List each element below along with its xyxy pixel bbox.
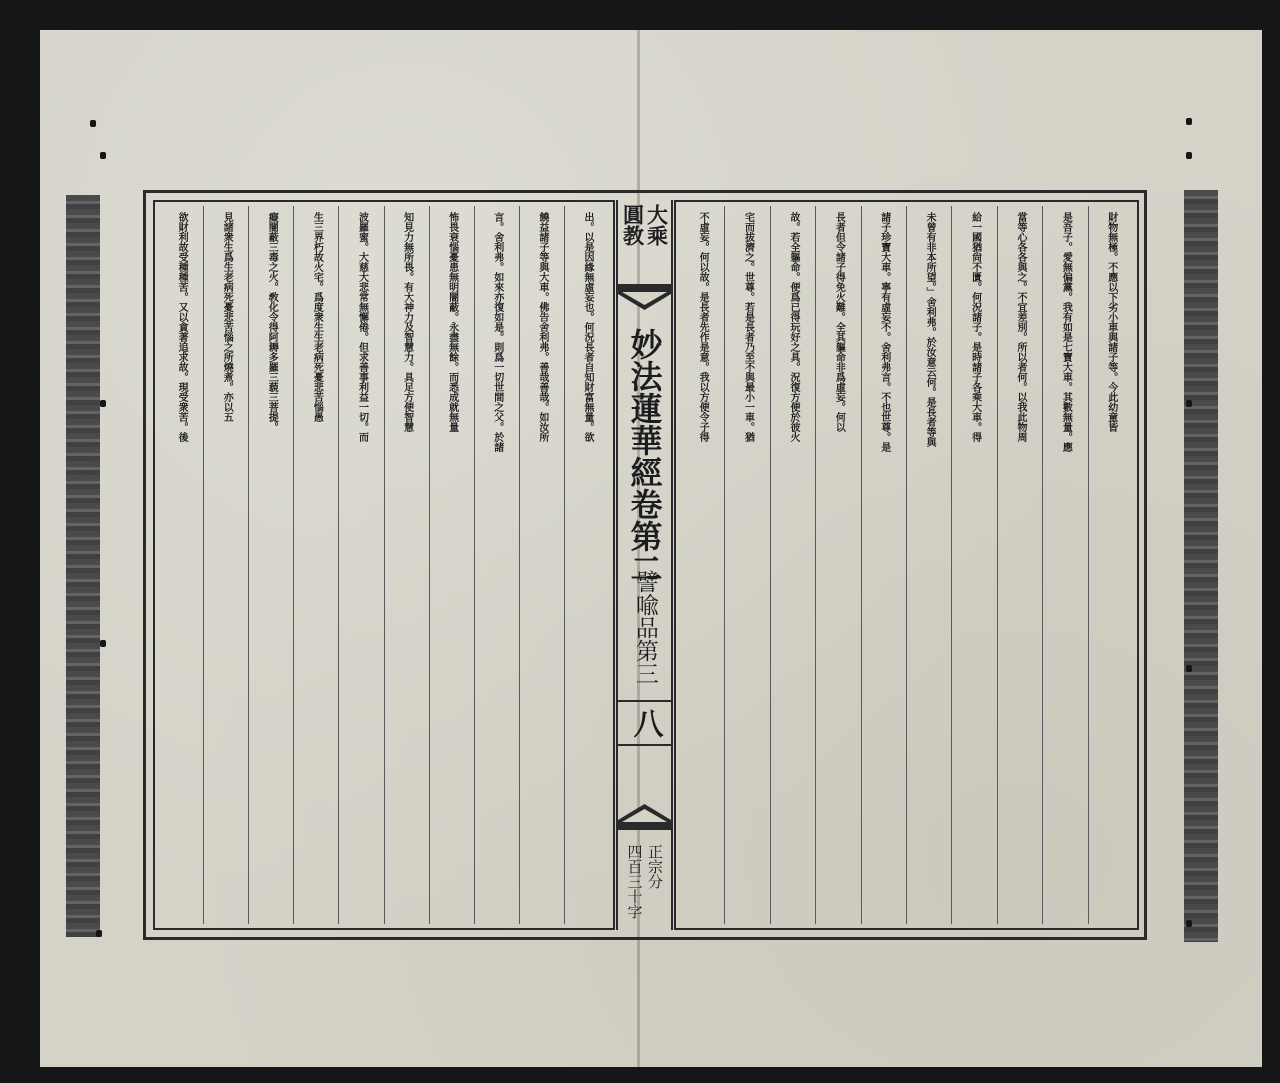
binding-hole — [1186, 118, 1192, 125]
column-text: 長者但令諸子得免火難。全其軀命非爲虛妄。何以 — [833, 212, 845, 432]
lower-fishtail-mark — [618, 800, 671, 830]
text-column — [338, 206, 383, 924]
right-text-panel — [674, 200, 1139, 930]
printed-block — [143, 190, 1147, 940]
column-text: 生三界朽故火宅。爲度衆生生老病死憂悲苦惱愚 — [311, 212, 323, 422]
column-text: 饒益諸子等與大車。佛告舍利弗。善哉善哉。如汝所 — [536, 212, 548, 442]
column-text: 未曾有非本所望。」舍利弗。於汝意云何。是長者等與 — [924, 212, 936, 447]
text-column — [1042, 206, 1087, 924]
text-column — [293, 206, 338, 924]
text-column — [1088, 206, 1133, 924]
column-text: 是吾子。愛無偏黨。我有如是七寶大車。其數無量。應 — [1060, 212, 1072, 452]
text-column — [429, 206, 474, 924]
binding-hole — [100, 400, 106, 407]
text-column — [680, 206, 724, 924]
text-column — [770, 206, 815, 924]
leaf-number — [618, 700, 671, 746]
text-column — [724, 206, 769, 924]
binding-hole — [1186, 152, 1192, 159]
text-column — [248, 206, 293, 924]
text-column — [384, 206, 429, 924]
block-notes — [618, 844, 671, 924]
column-text: 見諸衆生爲生老病死憂悲苦惱之所燒煮。亦以五 — [221, 212, 233, 422]
text-column — [861, 206, 906, 924]
column-text: 言。舍利弗。如來亦復如是。則爲一切世間之父。於諸 — [491, 212, 503, 452]
text-column — [519, 206, 564, 924]
text-column — [951, 206, 996, 924]
text-column — [564, 206, 609, 924]
block-note: 正宗分 — [646, 844, 664, 889]
column-text: 諸子珍寶大車。寧有虛妄不。舍利弗言。不也世尊。是 — [878, 212, 890, 452]
column-text: 波羅蜜。大慈大悲常無懈倦。但求善事利益一切。而 — [356, 212, 368, 442]
binding-hole — [100, 640, 106, 647]
text-column — [997, 206, 1042, 924]
block-note: 四百三十字 — [625, 844, 644, 919]
left-binding-strip — [66, 195, 100, 937]
text-column — [203, 206, 248, 924]
column-text: 知見力無所畏。有大神力及智慧力。具足方便智慧 — [401, 212, 413, 432]
text-column — [815, 206, 860, 924]
binding-hole — [1186, 400, 1192, 407]
binding-hole — [1186, 665, 1192, 672]
column-text: 宅而拔濟之。世尊。若是長者乃至不與最小一車。猶 — [742, 212, 754, 442]
text-column — [906, 206, 951, 924]
chapter-title-text: 譬喩品第三 — [631, 570, 658, 685]
series-label-line: 圓教 — [620, 204, 646, 246]
left-text-panel — [153, 200, 615, 930]
right-binding-strip — [1184, 190, 1218, 942]
column-text: 怖畏衰惱憂患無明闇蔽。永盡無餘。而悉成就無量 — [446, 212, 458, 432]
left-columns — [159, 206, 609, 924]
series-label — [618, 204, 671, 284]
column-text: 財物無極。不應以下劣小車與諸子等。今此幼童皆 — [1105, 212, 1117, 432]
center-band — [616, 200, 673, 930]
binding-hole — [90, 120, 96, 127]
column-text: 當等心各各與之。不宜差別。所以者何。以我此物周 — [1014, 212, 1026, 442]
right-columns — [680, 206, 1133, 924]
column-text: 癡闇蔽三毒之火。敎化令得阿耨多羅三藐三菩提。 — [266, 212, 278, 432]
column-text: 出。以是因緣無虛妄也。何況長者自知財富無量。欲 — [581, 212, 593, 442]
sutra-title — [618, 328, 671, 584]
text-column — [474, 206, 519, 924]
binding-hole — [96, 930, 102, 937]
binding-hole — [1186, 920, 1192, 927]
upper-fishtail-mark — [618, 284, 671, 314]
series-label-line: 大乘 — [644, 204, 670, 246]
chapter-title — [618, 570, 671, 685]
column-text: 給一國猶尙不匱。何況諸子。是時諸子各乘大車。得 — [969, 212, 981, 442]
column-text: 欲財利故受種種苦。又以貪著追求故。現受衆苦。後 — [176, 212, 188, 442]
column-text: 不虛妄。何以故。是長者先作是意。我以方便令子得 — [697, 212, 709, 442]
column-text: 故。若全軀命。便爲已得玩好之具。況復方便於彼火 — [787, 212, 799, 442]
leaf-number-text: 八 — [627, 708, 663, 738]
sutra-title-text: 妙法蓮華經卷第二 — [625, 328, 664, 584]
text-column — [159, 206, 203, 924]
binding-hole — [100, 152, 106, 159]
